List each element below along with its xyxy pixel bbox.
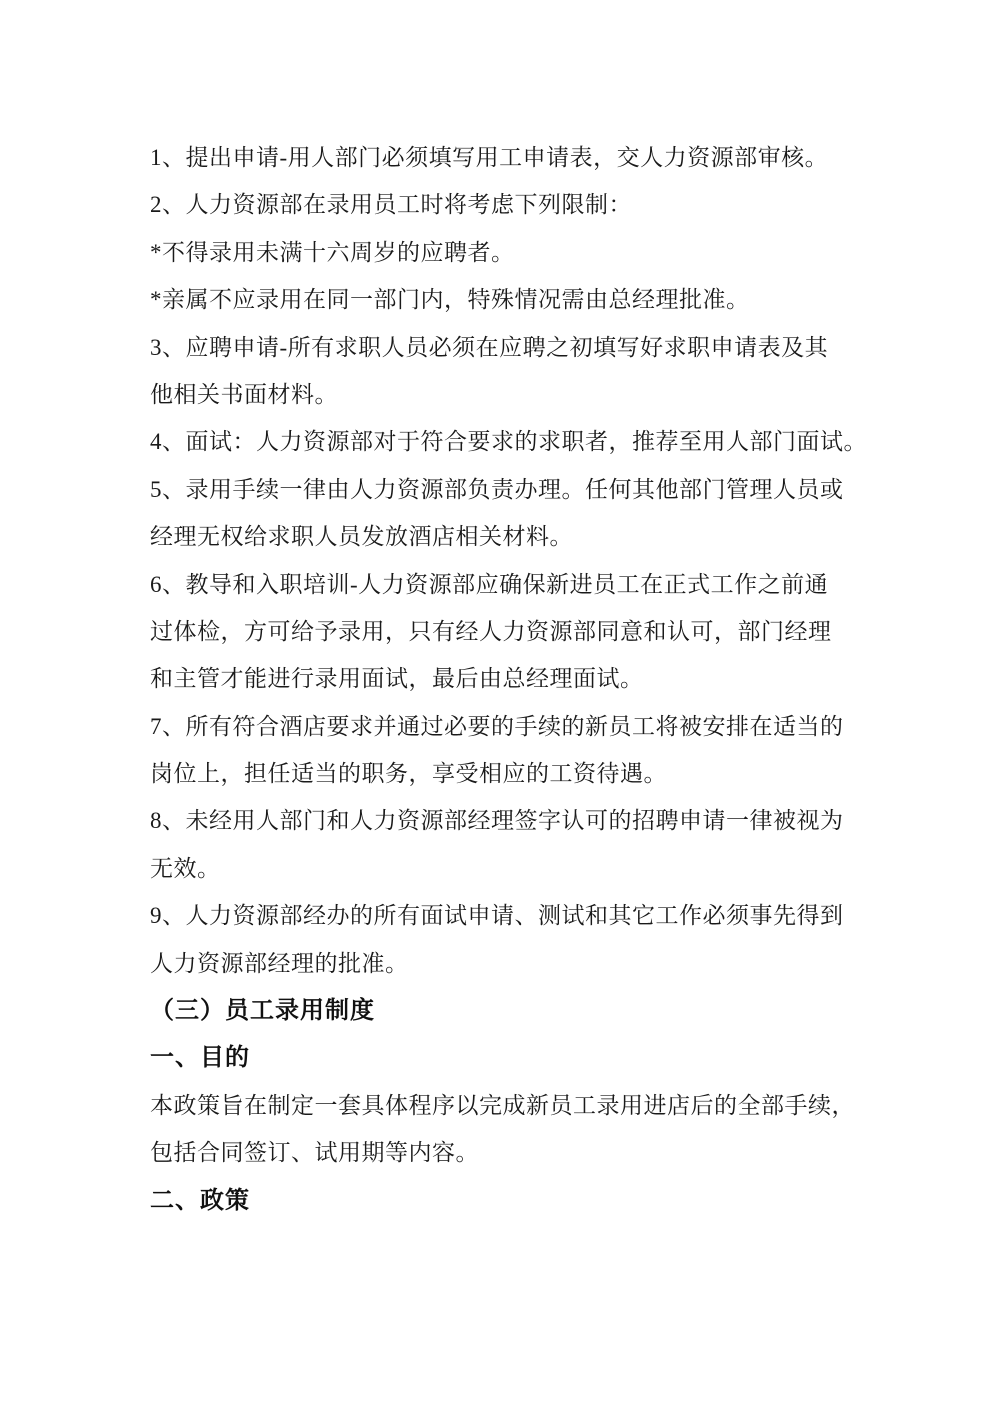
body-text-line: 6、教导和入职培训-人力资源部应确保新进员工在正式工作之前通 [150,571,829,597]
body-text-line: 经理无权给求职人员发放酒店相关材料。 [150,524,573,550]
heading-line: 一、目的 [150,1044,250,1072]
document-content [150,134,890,1224]
body-text-line: 无效。 [150,855,221,881]
body-text-line: 他相关书面材料。 [150,381,338,407]
body-text-line: 包括合同签订、试用期等内容。 [150,1140,479,1166]
heading-line: 二、政策 [150,1186,250,1214]
body-text-line: 4、面试：人力资源部对于符合要求的求职者，推荐至用人部门面试。 [150,429,867,455]
body-text-line: *不得录用未满十六周岁的应聘者。 [150,239,515,265]
heading-line: （三）员工录用制度 [150,997,375,1025]
body-text-line: 人力资源部经理的批准。 [150,950,409,976]
body-text-line: 7、所有符合酒店要求并通过必要的手续的新员工将被安排在适当的 [150,713,844,739]
body-text-line: 9、人力资源部经办的所有面试申请、测试和其它工作必须事先得到 [150,903,844,929]
body-text-line: 8、未经用人部门和人力资源部经理签字认可的招聘申请一律被视为 [150,808,844,834]
body-text-line: 岗位上，担任适当的职务，享受相应的工资待遇。 [150,761,667,787]
body-text-line: 2、人力资源部在录用员工时将考虑下列限制： [150,192,632,218]
body-text-line: 3、应聘申请-所有求职人员必须在应聘之初填写好求职申请表及其 [150,334,829,360]
body-text-line: *亲属不应录用在同一部门内，特殊情况需由总经理批准。 [150,287,750,313]
body-text-line: 和主管才能进行录用面试，最后由总经理面试。 [150,666,644,692]
body-text-line: 1、提出申请-用人部门必须填写用工申请表，交人力资源部审核。 [150,145,829,170]
body-text-line: 本政策旨在制定一套具体程序以完成新员工录用进店后的全部手续， [150,1092,855,1118]
body-text-line: 过体检，方可给予录用，只有经人力资源部同意和认可，部门经理 [150,618,832,644]
body-text-line: 5、录用手续一律由人力资源部负责办理。任何其他部门管理人员或 [150,476,844,502]
